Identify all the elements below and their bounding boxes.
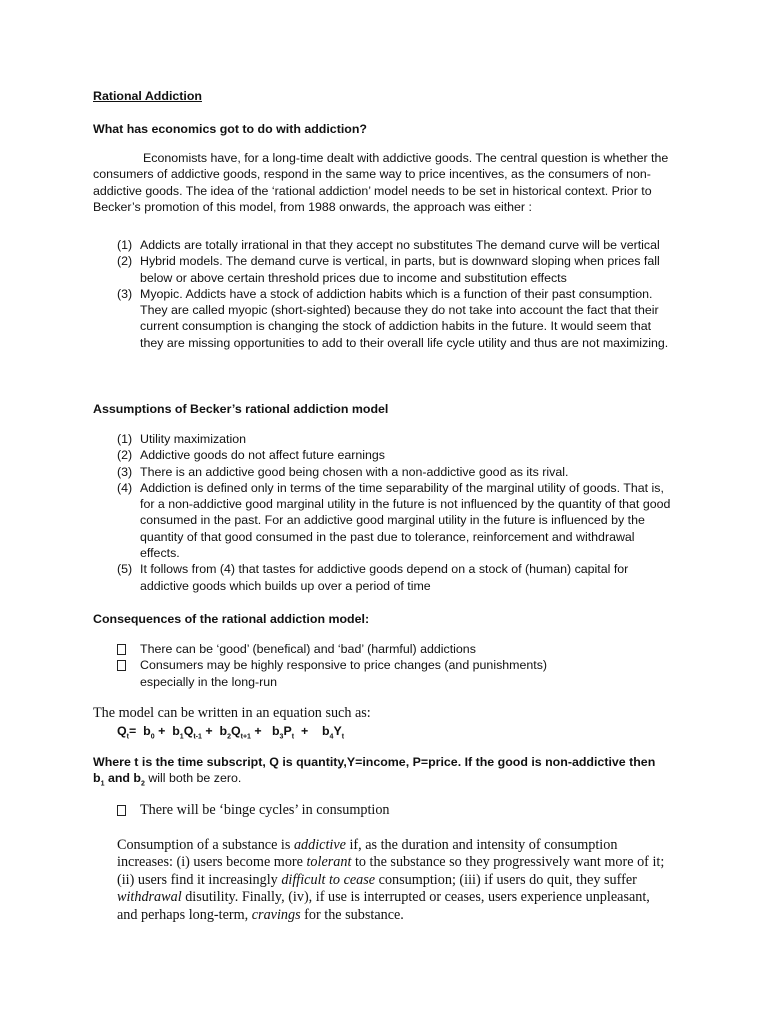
equation-intro: The model can be written in an equation such as: [93,705,371,721]
question-heading: What has economics got to do with addiction? [93,122,367,136]
list-item: There can be ‘good’ (benefical) and ‘bad’ (harmful) addictions [117,641,587,657]
list-item: (1) Utility maximization [117,432,247,446]
consequences-list [117,641,587,690]
list-item: There will be ‘binge cycles’ in consumption [117,802,677,819]
checkbox-glyph-icon [117,660,126,671]
assumptions-heading: Assumptions of Becker’s rational addiction model [93,402,389,416]
list-item: (4) Addiction is defined only in terms of the time separability of the marginal utility of goods. That is, for a non-addictive good marginal utility in the future is not influenced by the quantity of that good consumed in the past. For an addictive good marginal utility in the future is influenced by the quantity of that good consumed in the past due to tolerance, reinforcement and withdrawal effects. [117,480,671,561]
list-item: Consumers may be highly responsive to price changes (and punishments) especially in the long-run [117,657,587,690]
page-title: Rational Addiction [93,89,202,103]
assumptions-list [117,431,677,594]
where-explanation: Where t is the time subscript, Q is quantity,Y=income, P=price. If the good is non-addictive then $b_1$ and $b_2$ will both be zero. [93,755,656,788]
checkbox-glyph-icon [117,805,126,816]
list-item: (5) It follows from (4) that tastes for addictive goods depend on a stock of (human) capital for addictive goods which builds up over a period of time [117,562,629,593]
consequences-heading: Consequences of the rational addiction model: [93,612,370,626]
approaches-list [117,237,677,351]
binge-list [117,802,677,819]
list-item: (3) There is an addictive good being chosen with a non-addictive good as its rival. [117,464,569,479]
checkbox-glyph-icon [117,644,126,655]
list-item: (2) Hybrid models. The demand curve is vertical, in parts, but is downward sloping when prices fall below or above certain threshold prices due to income and substitution effects [117,254,660,285]
list-item: (3) Myopic. Addicts have a stock of addiction habits which is a function of their past consumption. They are called myopic (short-sighted) because they do not take into account the fact that their current consumption is changing the stock of addiction habits in the future. It would seem that they are missing opportunities to add to their overall life cycle utility and thus are not maximizing. [117,286,669,350]
definition-paragraph: Consumption of a substance is addictive if, as the duration and intensity of consumption increases: (i) users become more tolerant to the substance so they progressively want more of it; (ii) users find it increasingly difficult to cease consumption; (iii) if users do quit, they suffer withdrawal disutility. Finally, (iv), if use is interrupted or ceases, users experience unpleasant, and perhaps long-term, cravings for the substance. [117,837,665,923]
intro-paragraph: Economists have, for a long-time dealt with addictive goods. The central question is whether the consumers of addictive goods, respond in the same way to price incentives, as the consumers of non-addictive goods. The idea of the ‘rational addiction’ model needs to be set in historical context. Prior to Becker’s promotion of this model, from 1988 onwards, the approach was either : [93,151,669,214]
list-item: (2) Addictive goods do not affect future earnings [117,448,385,463]
model-equation: $Q_t= b_0 + b_1Q_{t-1} + b_2Q_{t+1}$ + $b_3P_t$ + $b_4Y_t$ [117,724,345,741]
list-item: (1) Addicts are totally irrational in that they accept no substitutes The demand curve will be vertical [117,238,660,252]
